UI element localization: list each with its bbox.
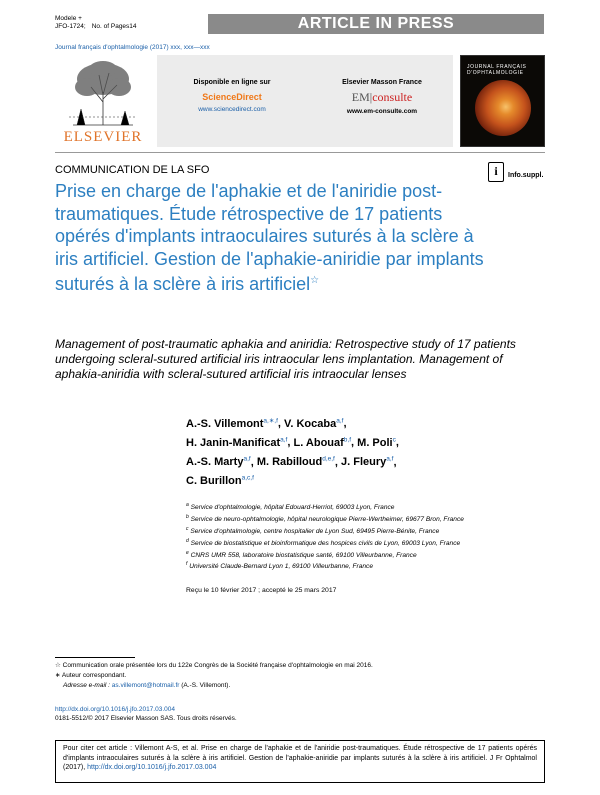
model-label: Modele + <box>55 15 82 22</box>
article-ref: JFO-1724; <box>55 23 86 30</box>
fundus-image <box>475 80 531 136</box>
available-label: Disponible en ligne sur <box>193 79 271 86</box>
footnotes <box>55 661 535 691</box>
english-title: Management of post-traumatic aphakia and aniridia: Retrospective study of 17 patients undergoing scleral-sutured artificial iris intraocular lens implantation. Management of aphakia-aniridia with scleral-sutured artificial iris intraocular lenses <box>55 337 516 381</box>
em-part2: consulte <box>372 90 413 104</box>
journal-reference[interactable]: Journal français d'ophtalmologie (2017) xxx, xxx—xxx <box>55 44 210 51</box>
author[interactable]: C. Burillon$^{a,c,f}$ <box>186 474 254 488</box>
citation-text: Pour citer cet article : Villemont A-S, et al. Prise en charge de l'aphakie et de l'aniridie post-traumatiques. Étude rétrospective de 17 patients opérés d'implants intraoculaires suturés à la sclère à iris artificiel. Gestion de l'aphakie-aniridie par implants suturés à la sclère à iris artificiel. J Fr Ophtalmol (2017), <box>63 745 537 772</box>
title-footnote-star[interactable]: ☆ <box>310 275 320 286</box>
article-in-press-banner: ARTICLE IN PRESS <box>208 14 544 34</box>
citation-doi-link[interactable]: http://dx.doi.org/10.1016/j.jfo.2017.03.004 <box>87 764 217 772</box>
email-link[interactable]: as.villemont@hotmail.fr <box>111 682 180 689</box>
citation-box <box>55 740 545 783</box>
author[interactable]: M. Rabilloud$^{d,e,f}$ <box>256 455 335 469</box>
received-accepted-dates: Reçu le 10 février 2017 ; accepté le 25 mars 2017 <box>186 587 337 594</box>
author[interactable]: A.-S. Marty$^{a,f}$ <box>186 455 251 469</box>
section-label: COMMUNICATION DE LA SFO <box>55 164 210 176</box>
page-count: No. of Pages14 <box>91 23 137 30</box>
emconsulte-link[interactable]: www.em-consulte.com <box>346 108 418 115</box>
header-divider <box>55 152 545 153</box>
affiliation: $^d$ Service de biostatistique et bioinformatique des hospices civils de Lyon, 69003 Lyon, France <box>186 537 461 547</box>
doi-link[interactable]: http://dx.doi.org/10.1016/j.jfo.2017.03.004 <box>55 706 175 713</box>
footnote-corresponding: ∗ Auteur correspondant. <box>55 672 127 679</box>
sciencedirect-link[interactable]: www.sciencedirect.com <box>198 106 266 113</box>
affiliation: $^a$ Service d'ophtalmologie, hôpital Edouard-Herriot, 69003 Lyon, France <box>186 502 395 512</box>
info-icon[interactable]: i <box>488 162 504 182</box>
author[interactable]: J. Fleury$^{a,f}$ <box>341 455 394 469</box>
cover-title: JOURNAL FRANÇAIS D'OPHTALMOLOGIE <box>467 64 527 76</box>
article-meta <box>55 15 143 31</box>
sciencedirect-block <box>167 79 297 113</box>
footnote-divider <box>55 657 135 658</box>
title-text: Prise en charge de l'aphakie et de l'aniridie post-traumatiques. Étude rétrospective de 17 patients opérés d'implants intraoculaires suturés à la sclère à iris artificiel. Gestion de l'aphakie-aniridie par implants suturés à la sclère à iris artificiel <box>55 181 484 294</box>
author-list: A.-S. Villemont$^{a,∗,f}$, V. Kocaba$^{a,f}$, H. Janin-Manificat$^{a,f}$, L. Abouaf$^{b,f}$, M. Poli$^c$, A.-S. Marty$^{a,f}$, M. Rabilloud$^{d,e,f}$, J. Fleury$^{a,f}$, C. Burillon$^{a,c,f}$ <box>186 417 399 488</box>
journal-cover[interactable] <box>460 55 545 147</box>
affiliation: $^b$ Service de neuro-ophtalmologie, hôpital neurologique Pierre-Wertheimer, 69677 Bron, France <box>186 513 464 524</box>
author[interactable]: M. Poli$^c$ <box>357 436 396 449</box>
info-suppl-link[interactable]: Info.suppl. <box>508 172 544 179</box>
sciencedirect-logo[interactable]: ScienceDirect <box>202 92 262 102</box>
affiliation: $^f$ Université Claude-Bernard Lyon 1, 69100 Villeurbanne, France <box>186 561 373 571</box>
elsevier-tree-icon <box>63 57 143 127</box>
author[interactable]: V. Kocaba$^{a,f}$ <box>284 417 344 430</box>
affiliations <box>186 501 546 572</box>
affiliation: $^c$ Service d'ophtalmologie, centre hospitalier de Lyon Sud, 69495 Pierre-Bénite, France <box>186 525 440 535</box>
footnote-star: ☆ Communication orale présentée lors du 122e Congrès de la Société française d'ophtalmologie en mai 2016. <box>55 662 373 669</box>
author[interactable]: L. Abouaf$^{b,f}$ <box>293 436 352 449</box>
em-part1: EM <box>351 90 370 104</box>
author[interactable]: H. Janin-Manificat$^{a,f}$ <box>186 436 288 449</box>
affiliation: $^e$ CNRS UMR 558, laboratoire biostatistique santé, 69100 Villeurbanne, France <box>186 549 417 559</box>
masson-label: Elsevier Masson France <box>342 79 422 86</box>
availability-panel <box>157 55 453 147</box>
journal-header <box>55 55 545 147</box>
copyright: 0181-5512/© 2017 Elsevier Masson SAS. Tous droits réservés. <box>55 715 237 722</box>
doi-block <box>55 705 237 723</box>
emconsulte-block <box>317 79 447 115</box>
article-title <box>55 180 495 296</box>
elsevier-logo[interactable] <box>55 57 151 143</box>
footnote-email: Adresse e-mail : as.villemont@hotmail.fr (A.-S. Villemont). <box>63 682 231 689</box>
author[interactable]: A.-S. Villemont$^{a,∗,f}$ <box>186 417 278 430</box>
emconsulte-logo[interactable]: EM|consulte <box>351 90 413 104</box>
elsevier-wordmark: ELSEVIER <box>63 129 143 145</box>
